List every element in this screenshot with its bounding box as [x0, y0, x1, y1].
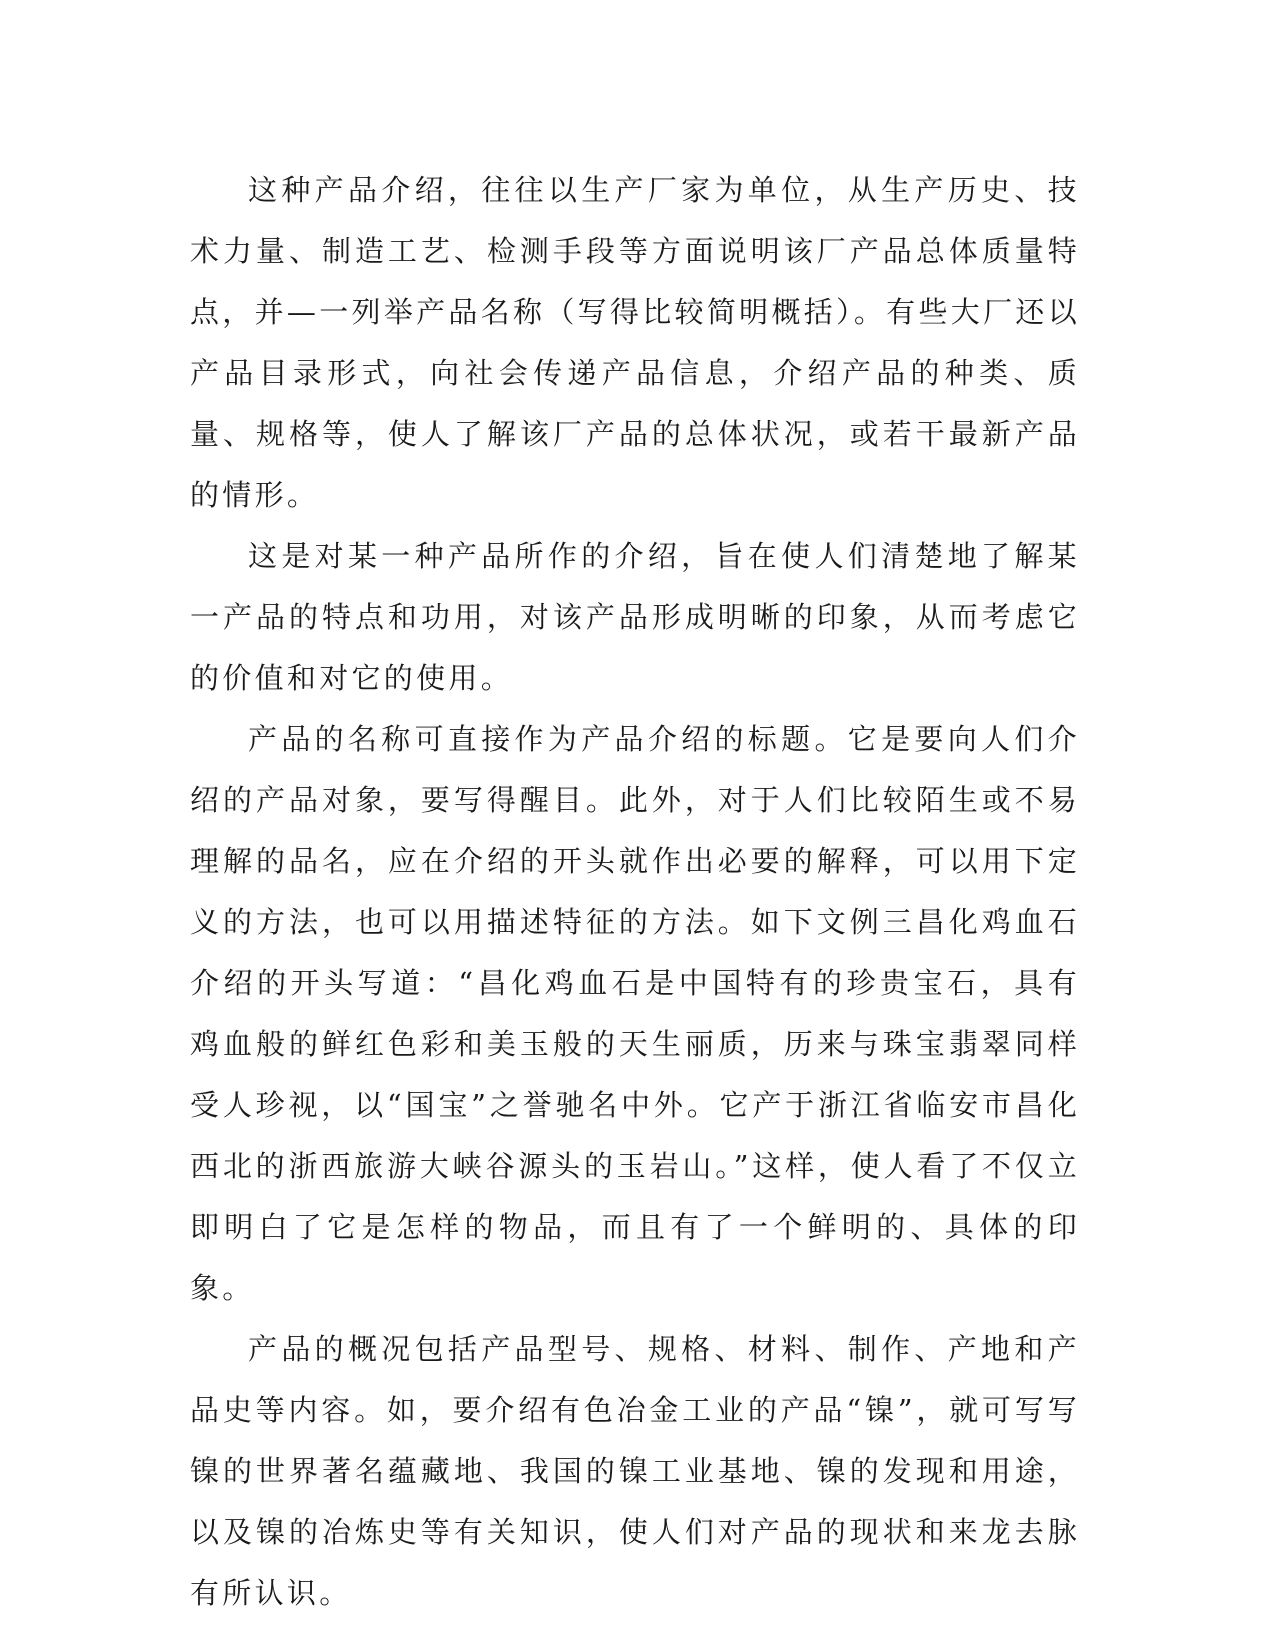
- paragraph-2: 这是对某一种产品所作的介绍，旨在使人们清楚地了解某一产品的特点和功用，对该产品形成明晰的印象，从而考虑它的价值和对它的使用。: [190, 539, 1080, 695]
- document-body: [190, 160, 1080, 1624]
- paragraph-4: 产品的概况包括产品型号、规格、材料、制作、产地和产品史等内容。如，要介绍有色冶金工业的产品“镍”，就可写写镍的世界著名蕴藏地、我国的镍工业基地、镍的发现和用途，以及镍的冶炼史等有关知识，使人们对产品的现状和来龙去脉有所认识。: [190, 1332, 1080, 1610]
- paragraph-1: 这种产品介绍，往往以生产厂家为单位，从生产历史、技术力量、制造工艺、检测手段等方面说明该厂产品总体质量特点，并—一列举产品名称（写得比较简明概括）。有些大厂还以产品目录形式，向社会传递产品信息，介绍产品的种类、质量、规格等，使人了解该厂产品的总体状况，或若干最新产品的情形。: [190, 173, 1080, 512]
- paragraph-3: 产品的名称可直接作为产品介绍的标题。它是要向人们介绍的产品对象，要写得醒目。此外，对于人们比较陌生或不易理解的品名，应在介绍的开头就作出必要的解释，可以用下定义的方法，也可以用描述特征的方法。如下文例三昌化鸡血石介绍的开头写道：“昌化鸡血石是中国特有的珍贵宝石，具有鸡血般的鲜红色彩和美玉般的天生丽质，历来与珠宝翡翠同样受人珍视，以“国宝”之誉驰名中外。它产于浙江省临安市昌化西北的浙西旅游大峡谷源头的玉岩山。”这样，使人看了不仅立即明白了它是怎样的物品，而且有了一个鲜明的、具体的印象。: [190, 722, 1080, 1305]
